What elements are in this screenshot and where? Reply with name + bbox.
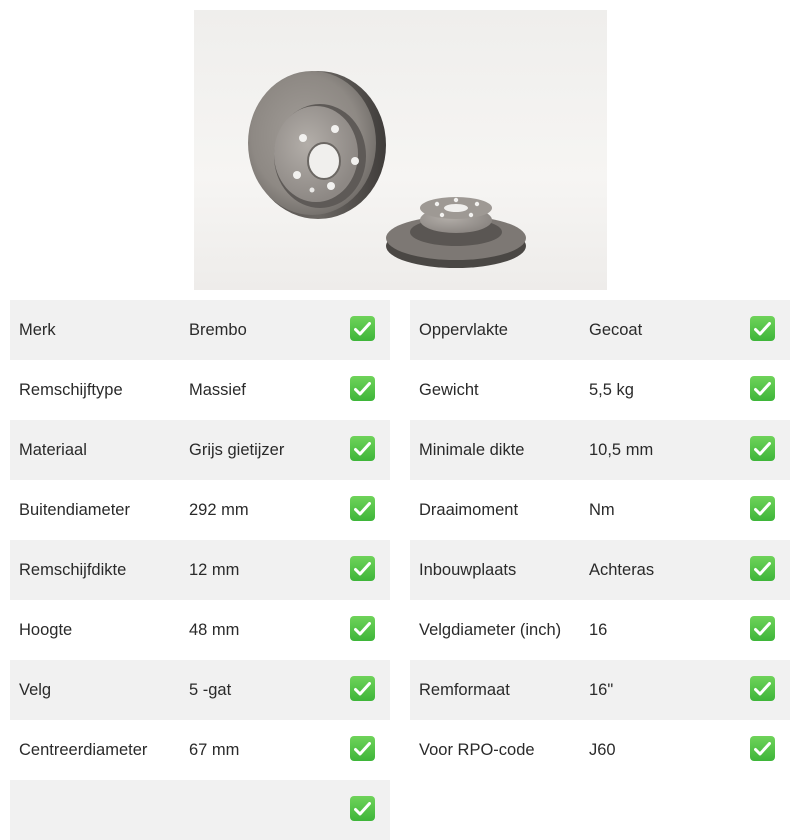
spec-label: Draaimoment [419,501,519,519]
spec-value: 16 [589,621,608,639]
check-icon [750,736,775,761]
check-icon [350,376,375,401]
spec-row-remschijftype [10,360,390,420]
spec-value: 10,5 mm [589,441,654,459]
spec-label: Buitendiameter [19,501,130,519]
spec-row-materiaal [10,420,390,480]
spec-label: Hoogte [19,621,73,639]
spec-label: Remschijfdikte [19,561,127,579]
check-icon [750,376,775,401]
spec-value: 292 mm [189,501,249,519]
spec-row-hoogte [10,600,390,660]
check-icon [350,736,375,761]
spec-table-right [410,300,790,780]
spec-row-minimale-dikte [410,420,790,480]
check-icon [350,436,375,461]
spec-label: Materiaal [19,441,87,459]
check-icon [350,616,375,641]
check-icon [750,616,775,641]
spec-row-buitendiameter [10,480,390,540]
spec-row-draaimoment [410,480,790,540]
spec-row-remschijfdikte [10,540,390,600]
product-image [194,10,607,290]
spec-value: 67 mm [189,741,240,759]
spec-value: 16" [589,681,614,699]
check-icon [350,556,375,581]
spec-value: Massief [189,381,246,399]
spec-row-oppervlakte [410,300,790,360]
spec-value: Gecoat [589,321,643,339]
spec-value: 5 -gat [189,681,232,699]
check-icon [750,556,775,581]
spec-label: Remschijftype [19,381,123,399]
spec-value: Nm [589,501,615,519]
spec-value: Grijs gietijzer [189,441,285,459]
check-icon [750,676,775,701]
spec-label: Merk [19,321,56,339]
spec-label: Oppervlakte [419,321,508,339]
spec-value: 48 mm [189,621,240,639]
check-icon [350,496,375,521]
check-icon [350,316,375,341]
spec-row-remformaat [410,660,790,720]
spec-label: Voor RPO-code [419,741,535,759]
spec-row-velg [10,660,390,720]
spec-label: Minimale dikte [419,441,525,459]
spec-row-velgdiameter [410,600,790,660]
brake-disc-image [194,10,607,290]
check-icon [750,496,775,521]
spec-label: Remformaat [419,681,510,699]
spec-label: Velg [19,681,52,699]
spec-label: Gewicht [419,381,479,399]
spec-label: Inbouwplaats [419,561,517,579]
spec-value: Brembo [189,321,247,339]
check-icon [350,676,375,701]
spec-label: Velgdiameter (inch) [419,621,562,639]
spec-row-merk [10,300,390,360]
spec-value: 5,5 kg [589,381,634,399]
spec-value: J60 [589,741,616,759]
spec-value: 12 mm [189,561,240,579]
check-icon [750,436,775,461]
spec-row-partial [10,780,390,840]
spec-row-inbouwplaats [410,540,790,600]
spec-value: Achteras [589,561,655,579]
spec-row-rpo-code [410,720,790,780]
spec-table-left [10,300,390,840]
spec-row-centreerdiameter [10,720,390,780]
spec-row-gewicht [410,360,790,420]
check-icon [750,316,775,341]
spec-label: Centreerdiameter [19,741,148,759]
